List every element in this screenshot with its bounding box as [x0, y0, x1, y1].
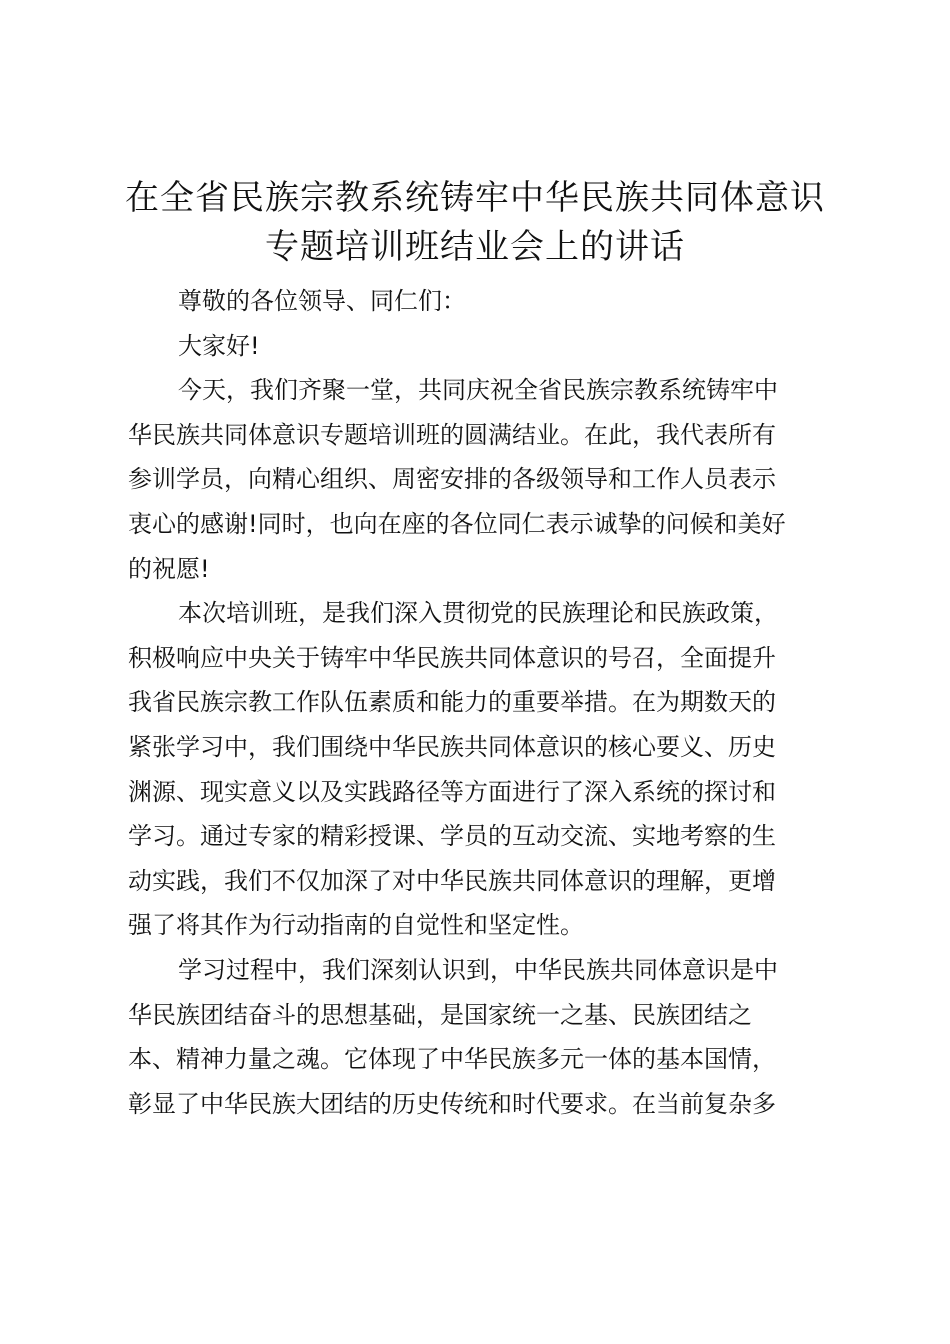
paragraph-2-line: 渊源、现实意义以及实践路径等方面进行了深入系统的探讨和 [128, 777, 776, 806]
paragraph-2-line: 强了将其作为行动指南的自觉性和坚定性。 [128, 911, 584, 940]
document-body [128, 279, 828, 1126]
salutation: 尊敬的各位领导、同仁们： [178, 287, 466, 315]
document-title-line-1: 在全省民族宗教系统铸牢中华民族共同体意识 [125, 178, 825, 218]
paragraph-2-line: 本次培训班，是我们深入贯彻党的民族理论和民族政策， [178, 599, 778, 628]
paragraph-2-line: 我省民族宗教工作队伍素质和能力的重要举措。在为期数天的 [128, 688, 776, 717]
paragraph-2-line: 积极响应中央关于铸牢中华民族共同体意识的号召，全面提升 [128, 643, 776, 672]
paragraph-3-line: 华民族团结奋斗的思想基础，是国家统一之基、民族团结之 [128, 1000, 752, 1029]
paragraph-2-line: 紧张学习中，我们围绕中华民族共同体意识的核心要义、历史 [128, 732, 776, 761]
paragraph-1-line: 今天，我们齐聚一堂，共同庆祝全省民族宗教系统铸牢中 [178, 376, 778, 405]
paragraph-3-line: 彰显了中华民族大团结的历史传统和时代要求。在当前复杂多 [128, 1089, 776, 1118]
document-title-line-2: 专题培训班结业会上的讲话 [265, 227, 685, 267]
paragraph-1-line: 华民族共同体意识专题培训班的圆满结业。在此，我代表所有 [128, 420, 776, 449]
paragraph-1-line: 衷心的感谢!同时，也向在座的各位同仁表示诚挚的问候和美好 [128, 509, 786, 538]
paragraph-1-line: 参训学员，向精心组织、周密安排的各级领导和工作人员表示 [128, 465, 776, 494]
paragraph-3-line: 本、精神力量之魂。它体现了中华民族多元一体的基本国情， [128, 1045, 776, 1074]
paragraph-2-line: 学习。通过专家的精彩授课、学员的互动交流、实地考察的生 [128, 822, 776, 851]
greeting: 大家好! [178, 331, 260, 360]
paragraph-3-line: 学习过程中，我们深刻认识到，中华民族共同体意识是中 [178, 955, 778, 984]
paragraph-1-line: 的祝愿! [128, 554, 210, 583]
paragraph-2-line: 动实践，我们不仅加深了对中华民族共同体意识的理解，更增 [128, 866, 776, 895]
